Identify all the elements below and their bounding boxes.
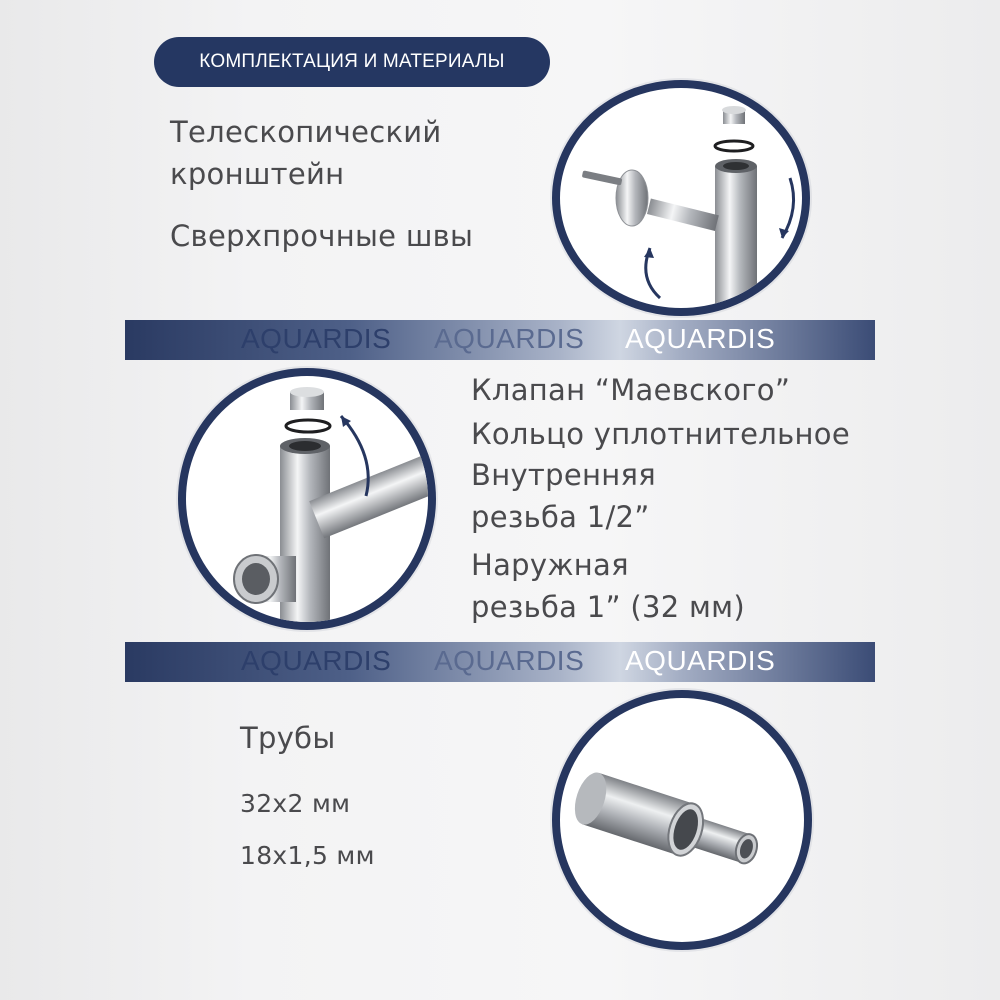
valve-connector-image (178, 368, 436, 630)
brand-label: AQUARDIS (625, 323, 776, 354)
text-external-thread: резьба 1” (32 мм) (471, 590, 745, 624)
bracket-assembly-icon (560, 88, 802, 308)
text-external: Наружная (471, 548, 629, 582)
pipes-icon (560, 698, 804, 942)
brand-label: AQUARDIS (241, 323, 392, 354)
text-telescopic: Телескопический (170, 115, 442, 149)
brand-label: AQUARDIS (434, 323, 585, 354)
bracket-assembly-image (552, 80, 810, 316)
text-internal-thread: резьба 1/2” (471, 500, 650, 534)
text-pipe-size-18: 18х1,5 мм (240, 841, 375, 870)
brand-band-top (125, 320, 875, 360)
text-pipe-size-32: 32х2 мм (240, 789, 351, 818)
text-strong-seams: Сверхпрочные швы (170, 219, 474, 253)
brand-label: AQUARDIS (241, 645, 392, 676)
pipes-image (552, 690, 812, 950)
valve-connector-icon (186, 376, 428, 622)
brand-label: AQUARDIS (434, 645, 585, 676)
section-badge: КОМПЛЕКТАЦИЯ И МАТЕРИАЛЫ (154, 37, 550, 87)
text-pipes: Трубы (240, 721, 336, 755)
text-internal: Внутренняя (471, 458, 656, 492)
brand-label: AQUARDIS (625, 645, 776, 676)
text-sealing-ring: Кольцо уплотнительное (471, 417, 850, 451)
text-mayevsky-valve: Клапан “Маевского” (471, 373, 791, 407)
text-bracket: кронштейн (170, 157, 345, 191)
brand-band-bottom (125, 642, 875, 682)
